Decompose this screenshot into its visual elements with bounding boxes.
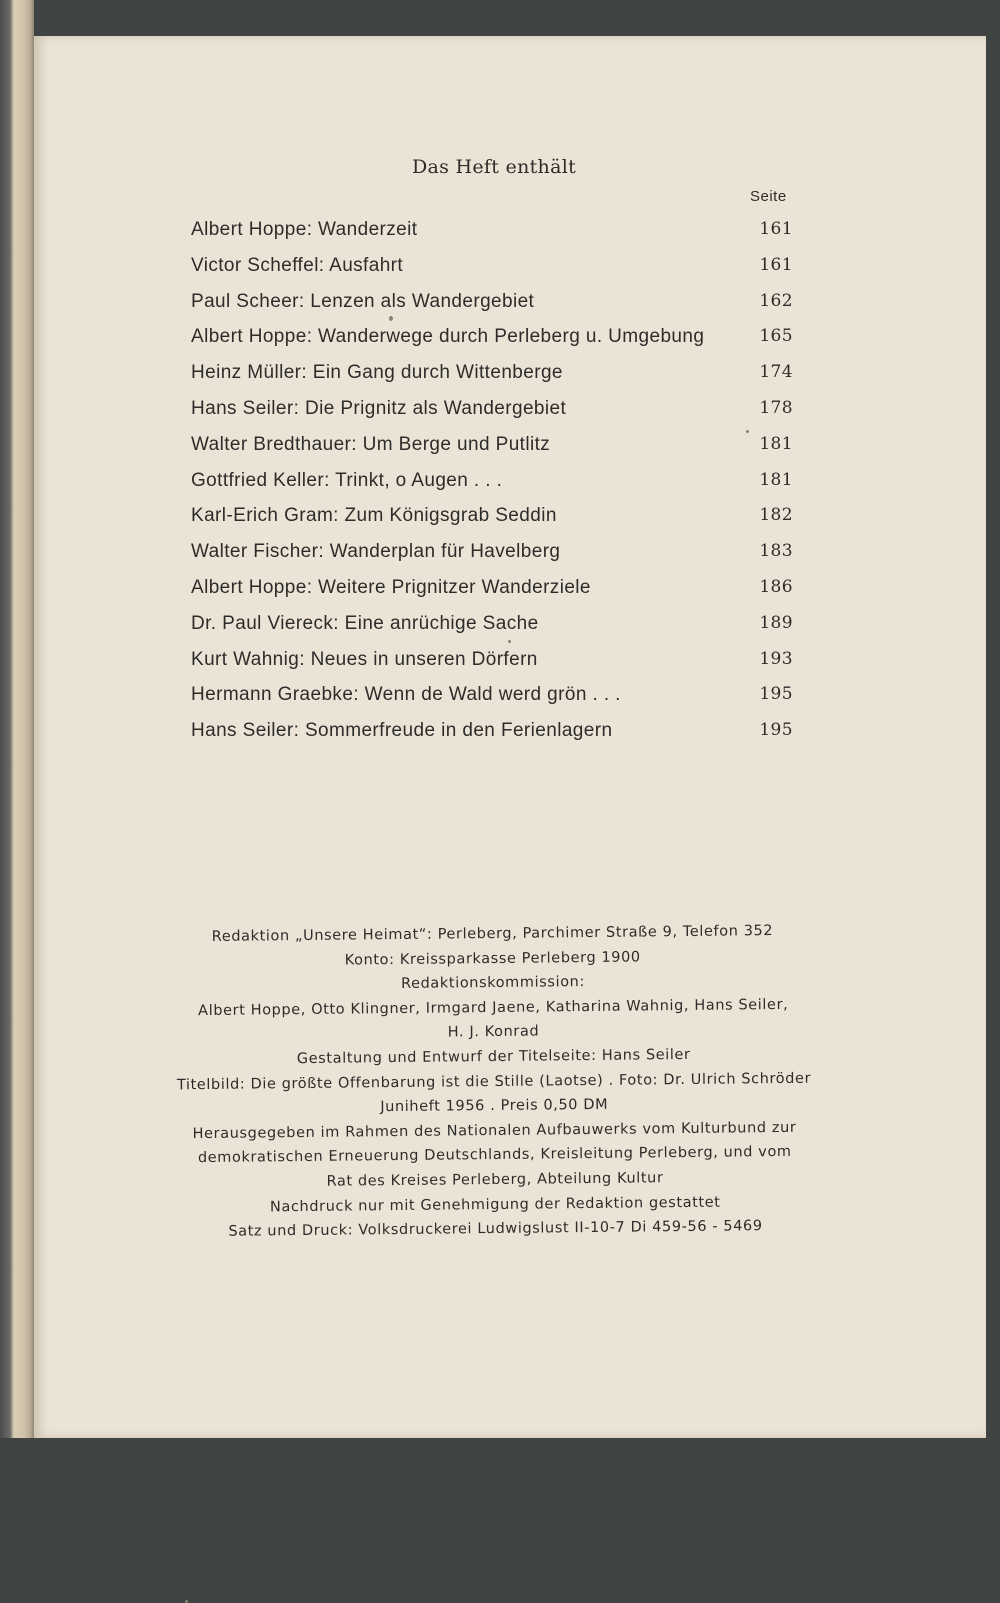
page-heading: Das Heft enthält	[411, 156, 577, 178]
toc-entry-page: 183	[759, 541, 793, 562]
toc-entry-title: Kurt Wahnig: Neues in unseren Dörfern	[191, 648, 538, 670]
toc-entry-page: 182	[759, 505, 793, 526]
toc-entry-page: 161	[759, 219, 793, 239]
colophon-line: Redaktionskommission:	[400, 974, 585, 993]
colophon-line: Titelbild: Die größte Offenbarung ist die Stille (Laotse) . Foto: Dr. Ulrich Schröder	[176, 1070, 812, 1093]
toc-entry-title: Hans Seiler: Die Prignitz als Wandergebiet	[191, 397, 567, 419]
colophon-line: Juniheft 1956 . Preis 0,50 DM	[380, 1096, 609, 1116]
toc-entry-page: 165	[759, 326, 793, 347]
toc-entry-title: Paul Scheer: Lenzen als Wandergebiet	[191, 290, 535, 312]
toc-entry	[191, 391, 811, 427]
colophon-line: Redaktion „Unsere Heimat“: Perleberg, Parchimer Straße 9, Telefon 352	[211, 923, 774, 945]
toc-entry-title: Victor Scheffel: Ausfahrt	[191, 254, 404, 276]
toc-entry-page: 193	[759, 648, 793, 669]
colophon-line: Konto: Kreissparkasse Perleberg 1900	[344, 949, 641, 969]
colophon-line: demokratischen Erneuerung Deutschlands, Kreisleitung Perleberg, und vom	[197, 1144, 792, 1167]
toc-entry-title: Hans Seiler: Sommerfreude in den Ferienlagern	[191, 720, 613, 742]
binding-edge	[0, 0, 34, 1438]
toc-entry	[191, 642, 811, 678]
toc-entry	[191, 606, 811, 642]
toc-entry-title: Walter Fischer: Wanderplan für Havelberg	[191, 541, 561, 563]
toc-entry	[191, 713, 811, 749]
toc-entry-page: 186	[759, 576, 793, 597]
toc-entry-page: 195	[759, 684, 793, 705]
colophon-line: Satz und Druck: Volksdruckerei Ludwigslust II-10-7 Di 459-56 - 5469	[228, 1218, 763, 1240]
colophon	[122, 918, 865, 1245]
page-column-label: Seite	[750, 188, 787, 205]
toc-entry-page: 195	[759, 720, 793, 741]
toc-entry-page: 162	[759, 290, 793, 311]
colophon-line: Nachdruck nur mit Genehmigung der Redaktion gestattet	[269, 1194, 721, 1215]
toc-entry	[191, 498, 811, 534]
document-page	[34, 36, 986, 1438]
toc-entry-title: Karl-Erich Gram: Zum Königsgrab Seddin	[191, 505, 557, 527]
toc-entry	[191, 248, 811, 284]
toc-entry-title: Albert Hoppe: Weitere Prignitzer Wanderziele	[191, 576, 591, 598]
toc-entry	[191, 463, 811, 499]
toc-entry-page: 178	[759, 397, 793, 418]
toc-entry	[191, 212, 811, 248]
paper-speck	[746, 430, 749, 433]
toc-entry	[191, 427, 811, 463]
table-of-contents	[191, 212, 811, 749]
toc-entry	[191, 677, 811, 713]
colophon-line: Albert Hoppe, Otto Klingner, Irmgard Jaene, Katharina Wahnig, Hans Seiler,	[198, 996, 789, 1019]
colophon-line: Gestaltung und Entwurf der Titelseite: Hans Seiler	[296, 1046, 691, 1068]
toc-entry	[191, 570, 811, 606]
toc-entry-page: 161	[759, 254, 793, 275]
toc-entry-title: Gottfried Keller: Trinkt, o Augen . . .	[191, 469, 503, 491]
toc-entry-title: Albert Hoppe: Wanderzeit	[191, 219, 418, 240]
toc-entry-title: Dr. Paul Viereck: Eine anrüchige Sache	[191, 612, 539, 634]
toc-entry	[191, 319, 811, 355]
toc-entry-page: 181	[759, 469, 793, 490]
colophon-line: Rat des Kreises Perleberg, Abteilung Kultur	[326, 1170, 664, 1190]
toc-entry-page: 189	[759, 612, 793, 633]
toc-entry-title: Albert Hoppe: Wanderwege durch Perleberg u. Umgebung	[191, 326, 705, 348]
colophon-line: Herausgegeben im Rahmen des Nationalen Aufbauwerks vom Kulturbund zur	[192, 1119, 797, 1142]
toc-entry	[191, 284, 811, 320]
toc-entry	[191, 355, 811, 391]
toc-entry-page: 181	[759, 433, 793, 454]
toc-entry-title: Walter Bredthauer: Um Berge und Putlitz	[191, 433, 551, 455]
toc-entry	[191, 534, 811, 570]
paper-speck	[389, 316, 393, 321]
toc-entry-title: Heinz Müller: Ein Gang durch Wittenberge	[191, 362, 563, 384]
toc-entry-title: Hermann Graebke: Wenn de Wald werd grön . . .	[191, 684, 621, 706]
colophon-line: H. J. Konrad	[447, 1023, 540, 1041]
toc-entry-page: 174	[759, 362, 793, 383]
paper-speck	[508, 640, 511, 643]
